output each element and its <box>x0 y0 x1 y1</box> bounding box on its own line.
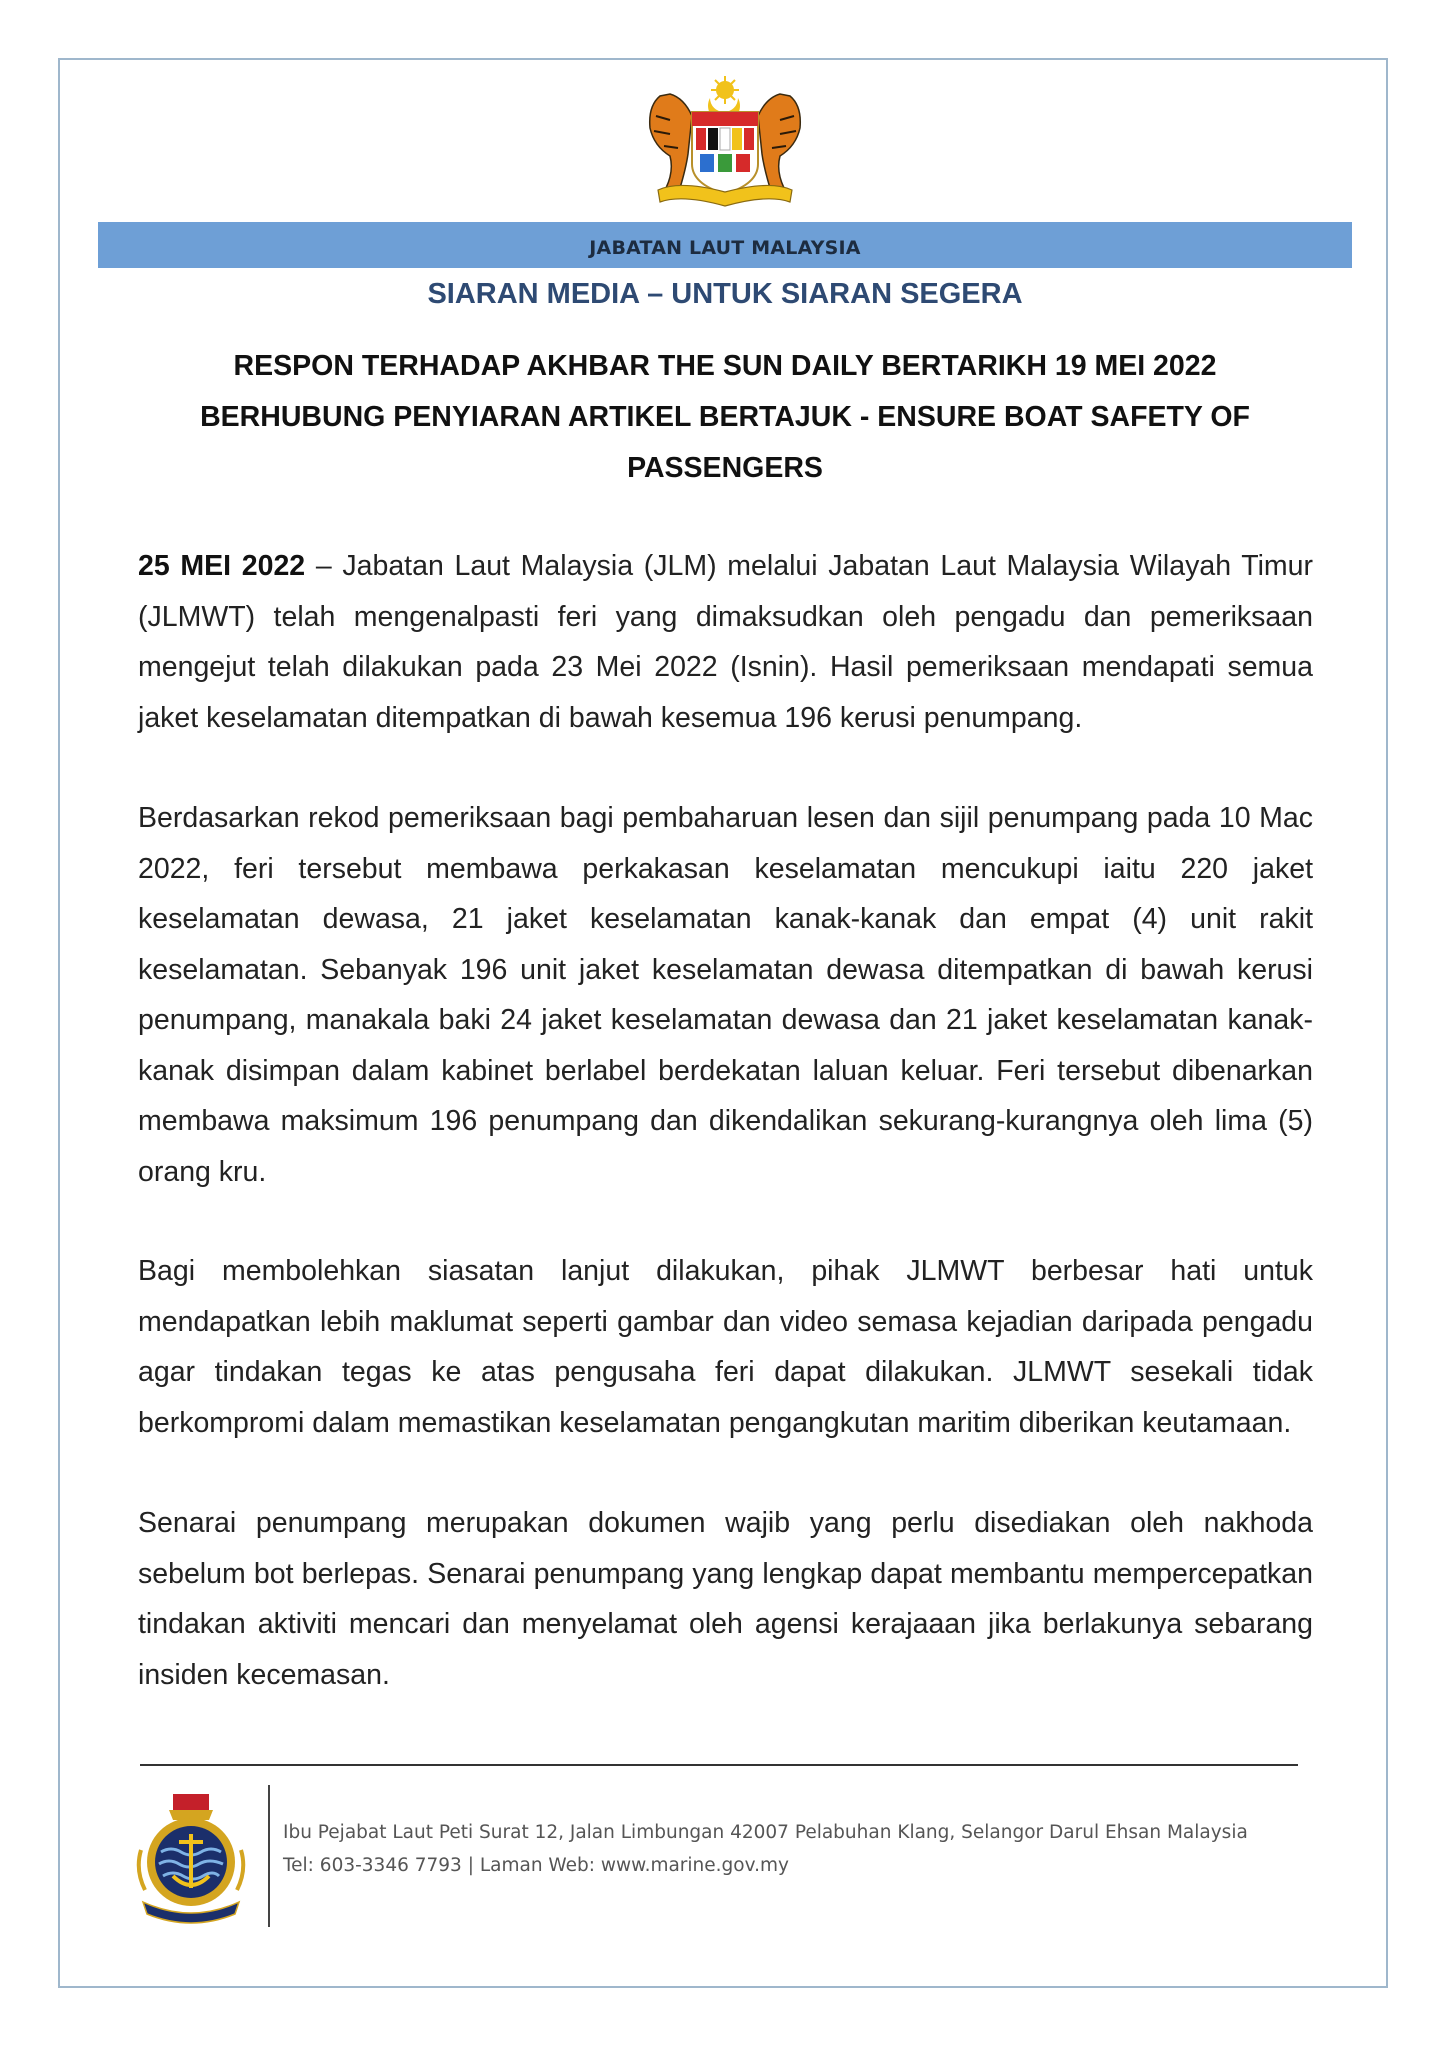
headline-line: RESPON TERHADAP AKHBAR THE SUN DAILY BERTARIKH 19 MEI 2022 <box>233 350 1217 382</box>
headline-line: BERHUBUNG PENYIARAN ARTIKEL BERTAJUK - ENSURE BOAT SAFETY OF <box>200 401 1250 433</box>
footer-contact: Tel: 603-3346 7793 | Laman Web: www.marine.gov.my <box>283 1855 789 1876</box>
body-paragraph-4: Senarai penumpang merupakan dokumen wajib yang perlu disediakan oleh nakhoda sebelum bot berlepas. Senarai penumpang yang lengkap dapat membantu mempercepatkan tindakan aktiviti mencari dan menyelamat oleh agensi kerajaaan jika berlakunya sebarang insiden kecemasan. <box>138 1507 1313 1691</box>
malaysia-coat-of-arms-icon <box>640 76 810 211</box>
media-release-title: SIARAN MEDIA – UNTUK SIARAN SEGERA <box>427 278 1023 310</box>
jabatan-laut-malaysia-emblem-icon <box>135 1790 247 1930</box>
agency-banner <box>98 222 1352 268</box>
body-paragraph-1 <box>138 541 1313 743</box>
body-paragraph-3: Bagi membolehkan siasatan lanjut dilakukan, pihak JLMWT berbesar hati untuk mendapatkan lebih maklumat seperti gambar dan video semasa kejadian daripada pengadu agar tindakan tegas ke atas pengusaha feri dapat dilakukan. JLMWT sesekali tidak berkompromi dalam memastikan keselamatan pengangkutan maritim diberikan keutamaan. <box>138 1255 1313 1439</box>
paragraph-text: – Jabatan Laut Malaysia (JLM) melalui Jabatan Laut Malaysia Wilayah Timur (JLMWT) telah mengenalpasti feri yang dimaksudkan oleh pengadu dan pemeriksaan mengejut telah dilakukan pada 23 Mei 2022 (Isnin). Hasil pemeriksaan mendapati semua jaket keselamatan ditempatkan di bawah kesemua 196 kerusi penumpang. <box>138 550 1313 734</box>
footer-address: Ibu Pejabat Laut Peti Surat 12, Jalan Limbungan 42007 Pelabuhan Klang, Selangor Darul Ehsan Malaysia <box>283 1822 1248 1843</box>
headline-line: PASSENGERS <box>627 452 823 484</box>
footer-divider <box>268 1785 270 1927</box>
release-date: 25 MEI 2022 <box>138 550 306 582</box>
body-paragraph-2: Berdasarkan rekod pemeriksaan bagi pembaharuan lesen dan sijil penumpang pada 10 Mac 2022, feri tersebut membawa perkakasan keselamatan mencukupi iaitu 220 jaket keselamatan dewasa, 21 jaket keselamatan kanak-kanak dan empat (4) unit rakit keselamatan. Sebanyak 196 unit jaket keselamatan dewasa ditempatkan di bawah kerusi penumpang, manakala baki 24 jaket keselamatan dewasa dan 21 jaket keselamatan kanak-kanak disimpan dalam kabinet berlabel berdekatan laluan keluar. Feri tersebut dibenarkan membawa maksimum 196 penumpang dan dikendalikan sekurang-kurangnya oleh lima (5) orang kru. <box>138 802 1313 1188</box>
press-headline <box>140 341 1310 494</box>
footer-rule <box>140 1764 1298 1766</box>
agency-name: JABATAN LAUT MALAYSIA <box>589 237 861 259</box>
